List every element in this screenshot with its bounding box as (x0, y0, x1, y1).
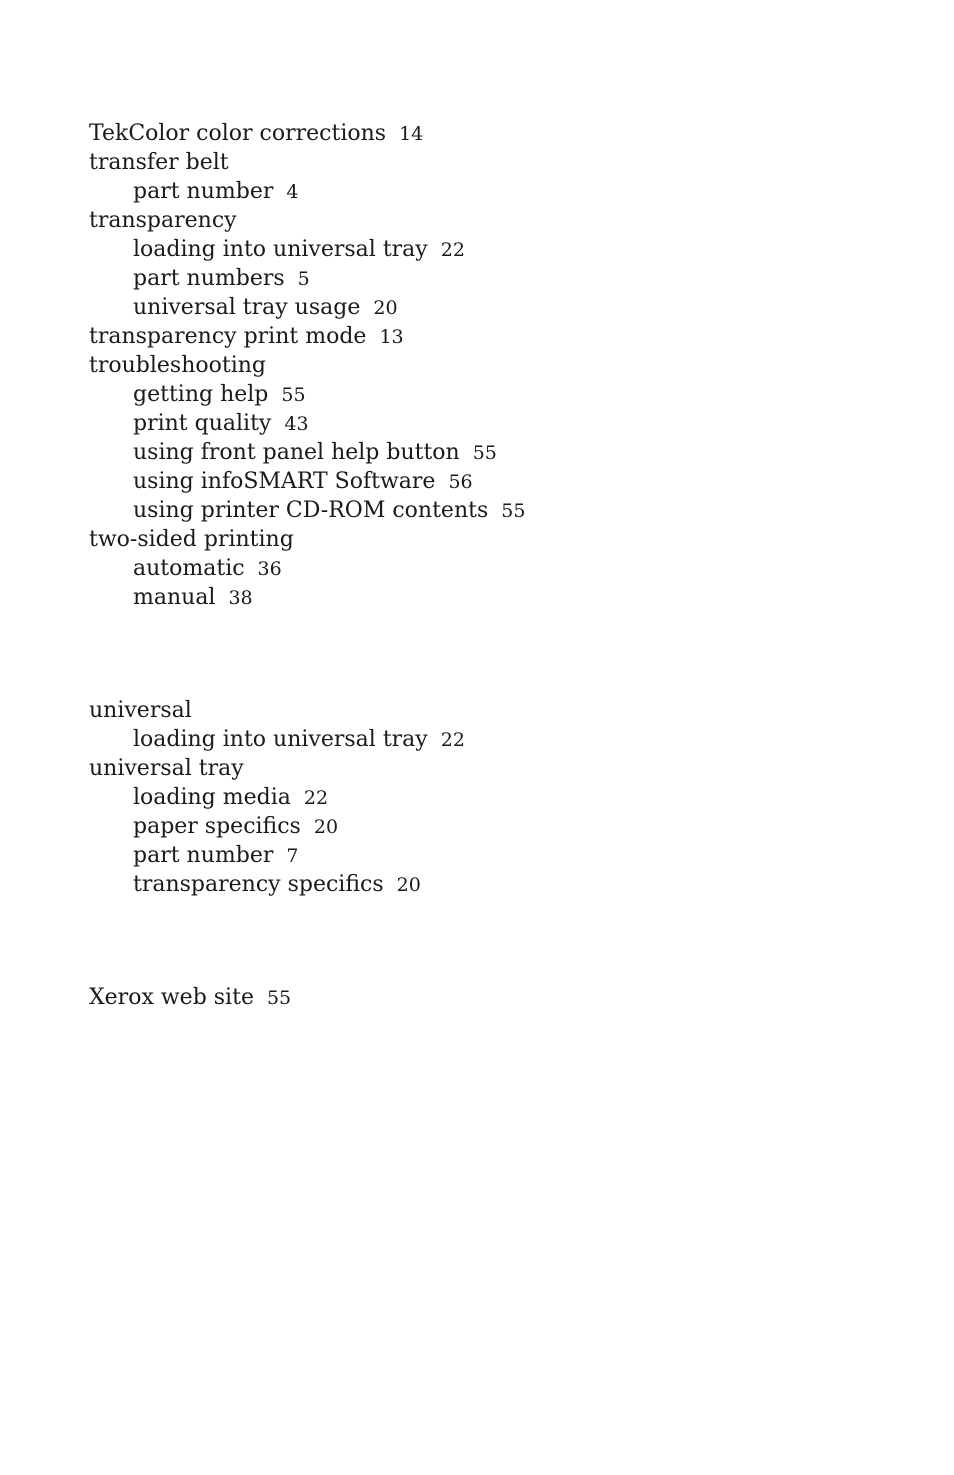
index-section-t (89, 119, 889, 612)
entry-page-ref: 13 (379, 326, 404, 348)
entry-term: manual (133, 585, 216, 610)
entry-page-ref: 20 (373, 297, 398, 319)
entry-term: part number (133, 179, 274, 204)
entry-term: automatic (133, 556, 245, 581)
entry-term: using infoSMART Software (133, 469, 436, 494)
entry-term: TekColor color corrections (89, 121, 387, 146)
index-subentry (89, 467, 889, 496)
entry-term: using front panel help button (133, 440, 460, 465)
index-section-u (89, 696, 889, 899)
entry-term: loading into universal tray (133, 727, 428, 752)
entry-term: loading into universal tray (133, 237, 428, 262)
index-subentry (89, 177, 889, 206)
entry-term: part number (133, 843, 274, 868)
entry-term: transparency print mode (89, 324, 367, 349)
entry-page-ref: 38 (228, 587, 253, 609)
entry-page-ref: 22 (440, 729, 465, 751)
entry-term: universal tray usage (133, 295, 361, 320)
entry-term: universal (89, 698, 192, 723)
index-subentry (89, 583, 889, 612)
index-subentry (89, 438, 889, 467)
entry-term: universal tray (89, 756, 244, 781)
entry-page-ref: 20 (396, 874, 421, 896)
index-page (89, 119, 889, 1012)
index-subentry (89, 409, 889, 438)
index-subentry (89, 783, 889, 812)
index-entry (89, 119, 889, 148)
section-spacer (89, 899, 889, 983)
entry-page-ref: 55 (266, 987, 292, 1009)
entry-term: print quality (133, 411, 272, 436)
index-entry (89, 206, 889, 235)
entry-term: troubleshooting (89, 353, 266, 378)
index-entry (89, 525, 889, 554)
entry-page-ref: 14 (399, 123, 424, 145)
entry-term: two-sided printing (89, 527, 294, 552)
section-spacer (89, 612, 889, 696)
index-subentry (89, 870, 889, 899)
index-subentry (89, 496, 889, 525)
index-entry (89, 148, 889, 177)
entry-term: part numbers (133, 266, 285, 291)
index-subentry (89, 841, 889, 870)
index-subentry (89, 293, 889, 322)
entry-page-ref: 56 (448, 471, 473, 493)
index-entry (89, 983, 889, 1012)
index-subentry (89, 812, 889, 841)
entry-page-ref: 20 (313, 816, 339, 838)
entry-term: Xerox web site (89, 985, 254, 1010)
entry-page-ref: 7 (286, 845, 299, 867)
entry-term: transfer belt (89, 150, 229, 175)
index-entry (89, 322, 889, 351)
index-section-x (89, 983, 889, 1012)
entry-page-ref: 4 (286, 181, 299, 203)
entry-page-ref: 55 (281, 384, 306, 406)
index-subentry (89, 264, 889, 293)
index-subentry (89, 725, 889, 754)
index-subentry (89, 235, 889, 264)
entry-page-ref: 36 (257, 558, 282, 580)
index-entry (89, 351, 889, 380)
entry-term: loading media (133, 785, 291, 810)
entry-term: transparency (89, 208, 237, 233)
entry-page-ref: 55 (472, 442, 497, 464)
entry-term: getting help (133, 382, 269, 407)
entry-page-ref: 55 (501, 500, 526, 522)
index-subentry (89, 554, 889, 583)
entry-term: paper specifics (133, 814, 301, 839)
entry-term: transparency specifics (133, 872, 384, 897)
entry-page-ref: 22 (303, 787, 329, 809)
index-entry (89, 696, 889, 725)
index-subentry (89, 380, 889, 409)
entry-term: using printer CD-ROM contents (133, 498, 489, 523)
entry-page-ref: 5 (297, 268, 310, 290)
entry-page-ref: 22 (440, 239, 465, 261)
index-entry (89, 754, 889, 783)
entry-page-ref: 43 (284, 413, 309, 435)
